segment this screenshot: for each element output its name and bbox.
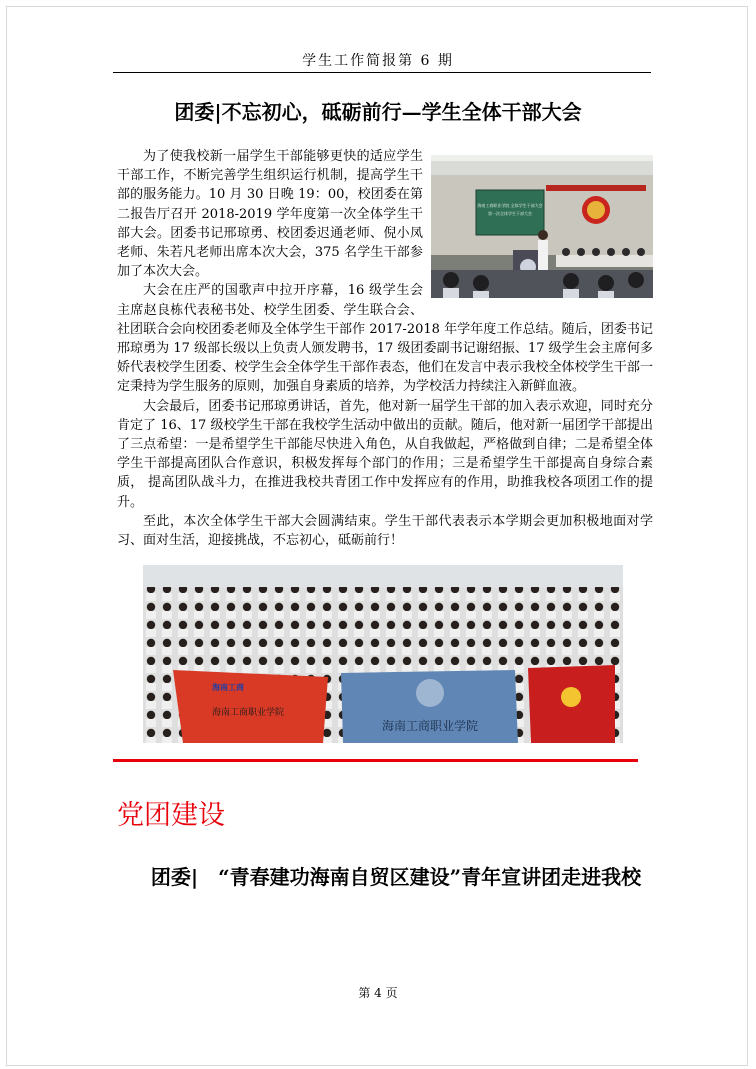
running-header: 学生工作简报第 6 期 [302,53,454,69]
article-body [117,147,653,550]
group-photo [143,565,623,743]
sub-article-title: 团委| “青春建功海南自贸区建设”青年宣讲团走进我校 [150,865,642,889]
screen-text-line1: 海南工商职业学院 全体学生干部大会 [477,203,543,208]
article-title: 团委|不忘初心，砥砺前行—学生全体干部大会 [174,100,582,124]
section-divider [113,759,638,762]
header-rule [113,72,651,73]
left-banner-logo: 海南工商 [212,683,244,692]
article-paragraph: 大会在庄严的国歌声中拉开序幕，16 级学生会主席赵良栋代表秘书处、校学生团委、学生联合会、社团联合会向校团委老师及全体学生干部作 2017-2018 年学年度工作总结。随后，团委书记邢琼勇为 17 级部长级以上负责人颁发聘书，17 级团委副书记谢绍振、17 级学生会主席何多娇代表校学生团委、校学生会全体学生干部作表态，他们在发言中表示我校全体校学生干部一定秉持为学生服务的原则，加强自身素质的培养，为学校活力持续注入新鲜血液。 [117,283,653,395]
center-banner-text: 海南工商职业学院 [381,719,479,733]
article-paragraph: 至此，本次全体学生干部大会圆满结束。学生干部代表表示本学期会更加积极地面对学习、面对生活，迎接挑战，不忘初心，砥砺前行！ [117,513,653,549]
page-number: 第 4 页 [358,986,398,1000]
article-paragraph: 大会最后，团委书记邢琼勇讲话，首先，他对新一届学生干部的加入表示欢迎，同时充分肯定了 16、17 级校学生干部在我校学生活动中做出的贡献。随后，他对新一届团学干部提出了三点希望：一是希望学生干部能尽快进入角色，从自我做起，严格做到自律；二是希望全体学生干部提高团队合作意识，积极发挥每个部门的作用；三是希望学生干部提高自身综合素质， 提高团队战斗力，在推进我校共青团工作中发挥应有的作用，助推我校各项团工作的提升。 [117,398,653,510]
screen-text-line2: 第一次全体学生干部大会 [488,211,532,216]
left-banner-text: 海南工商职业学院 [211,708,285,718]
article-paragraph: 为了使我校新一届学生干部能够更快的适应学生干部工作，不断完善学生组织运行机制，提高学生干部的服务能力。10 月 30 日晚 19：00，校团委在第二报告厅召开 2018-2019 学年度第一次全体学生干部大会。团委书记邢琼勇、校团委迟通老师、倪小凤老师、朱若凡老师出席本次大会，375 名学生干部参加了本次大会。 [117,149,423,280]
meeting-photo [431,155,653,298]
section-heading: 党团建设 [117,800,225,831]
